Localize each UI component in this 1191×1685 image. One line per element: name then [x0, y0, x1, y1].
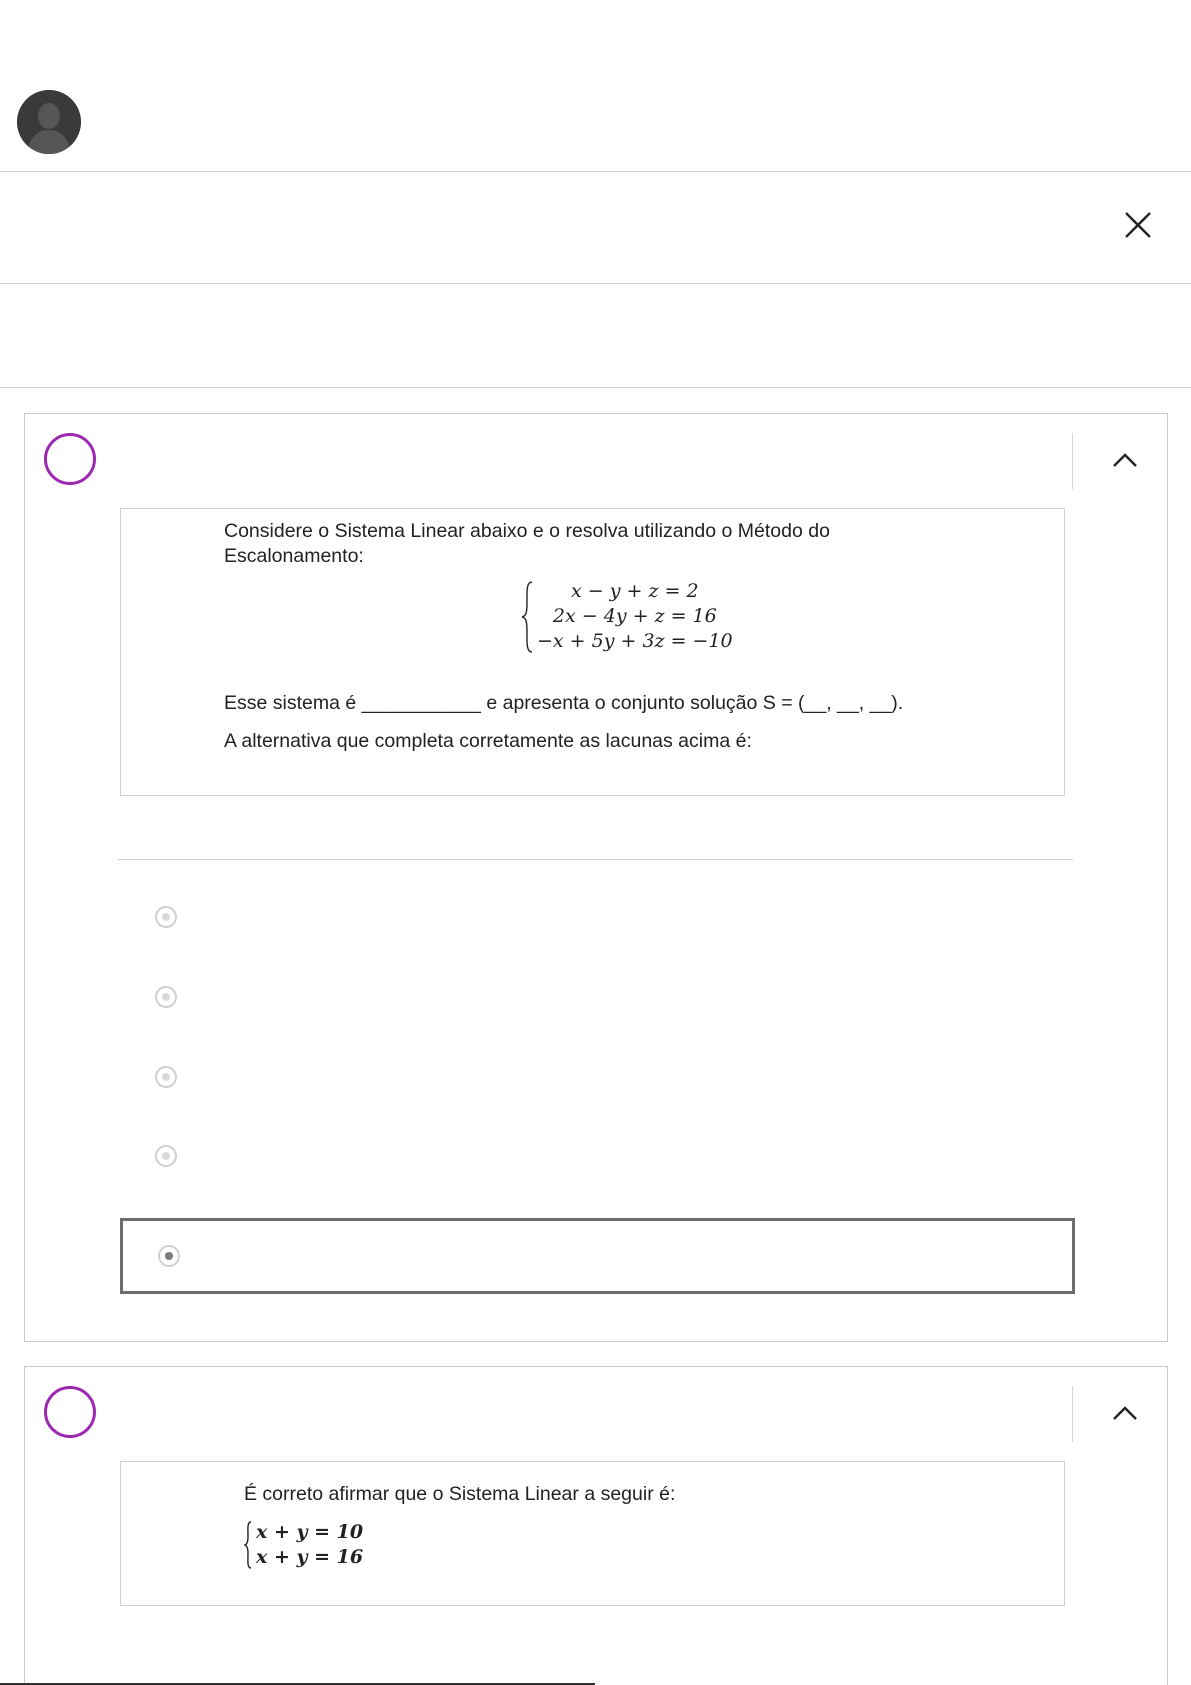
- close-icon[interactable]: [1115, 202, 1161, 248]
- radio-button[interactable]: [155, 986, 177, 1008]
- equation-line-2: x + y = 16: [256, 1546, 364, 1568]
- unanswered-circle-icon: [44, 433, 96, 485]
- question-card-2: [24, 1366, 1168, 1685]
- subheader-bar: [0, 284, 1191, 388]
- radio-button[interactable]: [155, 1066, 177, 1088]
- option-3[interactable]: [120, 1054, 1075, 1130]
- statement-fill-line: Esse sistema é ___________ e apresenta o conjunto solução S = (__, __, __).: [224, 692, 904, 714]
- radio-button-selected[interactable]: [158, 1245, 180, 1267]
- statement-intro-line-1: Considere o Sistema Linear abaixo e o resolva utilizando o Método do: [224, 520, 830, 542]
- statement-prompt: A alternativa que completa corretamente as lacunas acima é:: [224, 730, 752, 752]
- option-1[interactable]: [120, 894, 1075, 970]
- header-divider: [1072, 1386, 1073, 1442]
- chevron-up-icon[interactable]: [1103, 438, 1147, 482]
- option-5-selected[interactable]: [120, 1218, 1075, 1294]
- radio-button[interactable]: [155, 1145, 177, 1167]
- unanswered-circle-icon: [44, 1386, 96, 1438]
- equation-system: [521, 579, 733, 654]
- chevron-up-icon[interactable]: [1103, 1391, 1147, 1435]
- equation-line-1: x + y = 10: [256, 1521, 364, 1543]
- question-statement: [120, 508, 1065, 796]
- equation-system: [244, 1520, 363, 1570]
- equation-line-2: 2x − 4y + z = 16: [552, 605, 717, 627]
- user-avatar-icon[interactable]: [17, 90, 81, 154]
- brace-icon: [244, 1520, 252, 1570]
- equation-line-1: x − y + z = 2: [571, 580, 699, 602]
- brace-icon: [521, 579, 533, 654]
- question-statement: [120, 1461, 1065, 1606]
- equation-line-3: −x + 5y + 3z = −10: [537, 630, 733, 652]
- option-2[interactable]: [120, 974, 1075, 1050]
- question-card-1: [24, 413, 1168, 1342]
- radio-button[interactable]: [155, 906, 177, 928]
- title-bar: [0, 172, 1191, 284]
- top-header: [0, 0, 1191, 172]
- statement-intro-line-2: Escalonamento:: [224, 545, 364, 567]
- options-divider: [118, 859, 1073, 860]
- header-divider: [1072, 433, 1073, 489]
- option-4[interactable]: [120, 1133, 1075, 1209]
- statement-intro: É correto afirmar que o Sistema Linear a seguir é:: [244, 1483, 676, 1505]
